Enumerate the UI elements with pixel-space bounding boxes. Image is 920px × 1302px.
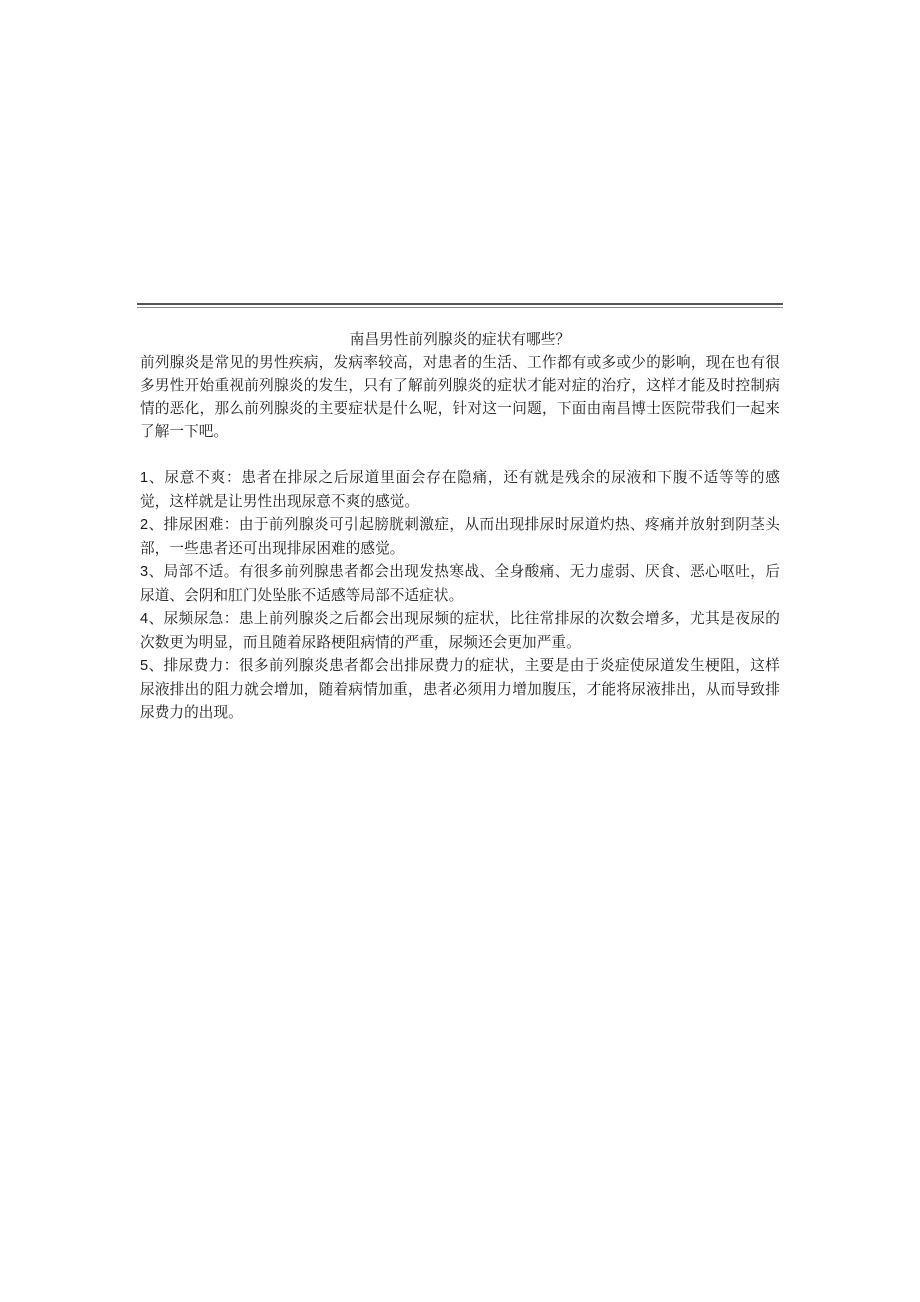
header-rule-secondary — [137, 307, 783, 308]
item-number: 1 — [140, 470, 149, 486]
document-title: 南昌男性前列腺炎的症状有哪些？ — [349, 331, 571, 348]
symptom-item-5 — [140, 654, 780, 724]
symptom-item-4 — [140, 607, 780, 654]
symptom-item-2 — [140, 513, 780, 560]
paragraph-spacer — [140, 443, 780, 466]
item-number: 2 — [140, 517, 149, 533]
item-number: 5 — [140, 658, 149, 674]
document-body — [140, 328, 780, 724]
item-text: 、尿频尿急：患上前列腺炎之后都会出现尿频的症状，比往常排尿的次数会增多，尤其是夜尿的次数更为明显，而且随着尿路梗阻病情的严重，尿频还会更加严重。 — [140, 610, 780, 651]
item-text: 、排尿困难：由于前列腺炎可引起膀胱刺激症，从而出现排尿时尿道灼热、疼痛并放射到阴茎头部，一些患者还可出现排尿困难的感觉。 — [140, 516, 780, 557]
header-rule — [137, 303, 783, 305]
symptom-item-3 — [140, 560, 780, 607]
intro-paragraph: 前列腺炎是常见的男性疾病，发病率较高，对患者的生活、工作都有或多或少的影响，现在也有很多男性开始重视前列腺炎的发生，只有了解前列腺炎的症状才能对症的治疗，这样才能及时控制病情的恶化，那么前列腺炎的主要症状是什么呢，针对这一问题，下面由南昌博士医院带我们一起来了解一下吧。 — [140, 354, 780, 440]
item-number: 4 — [140, 611, 149, 627]
symptom-item-1 — [140, 466, 780, 513]
item-text: 、排尿费力：很多前列腺炎患者都会出排尿费力的症状，主要是由于炎症使尿道发生梗阻，这样尿液排出的阻力就会增加，随着病情加重，患者必须用力增加腹压，才能将尿液排出，从而导致排尿费力的出现。 — [140, 657, 780, 721]
item-text: 、尿意不爽：患者在排尿之后尿道里面会存在隐痛，还有就是残余的尿液和下腹不适等等的感觉，这样就是让男性出现尿意不爽的感觉。 — [140, 469, 780, 510]
item-text: 、局部不适。有很多前列腺患者都会出现发热寒战、全身酸痛、无力虚弱、厌食、恶心呕吐，后尿道、会阴和肛门处坠胀不适感等局部不适症状。 — [140, 563, 780, 604]
item-number: 3 — [140, 564, 149, 580]
